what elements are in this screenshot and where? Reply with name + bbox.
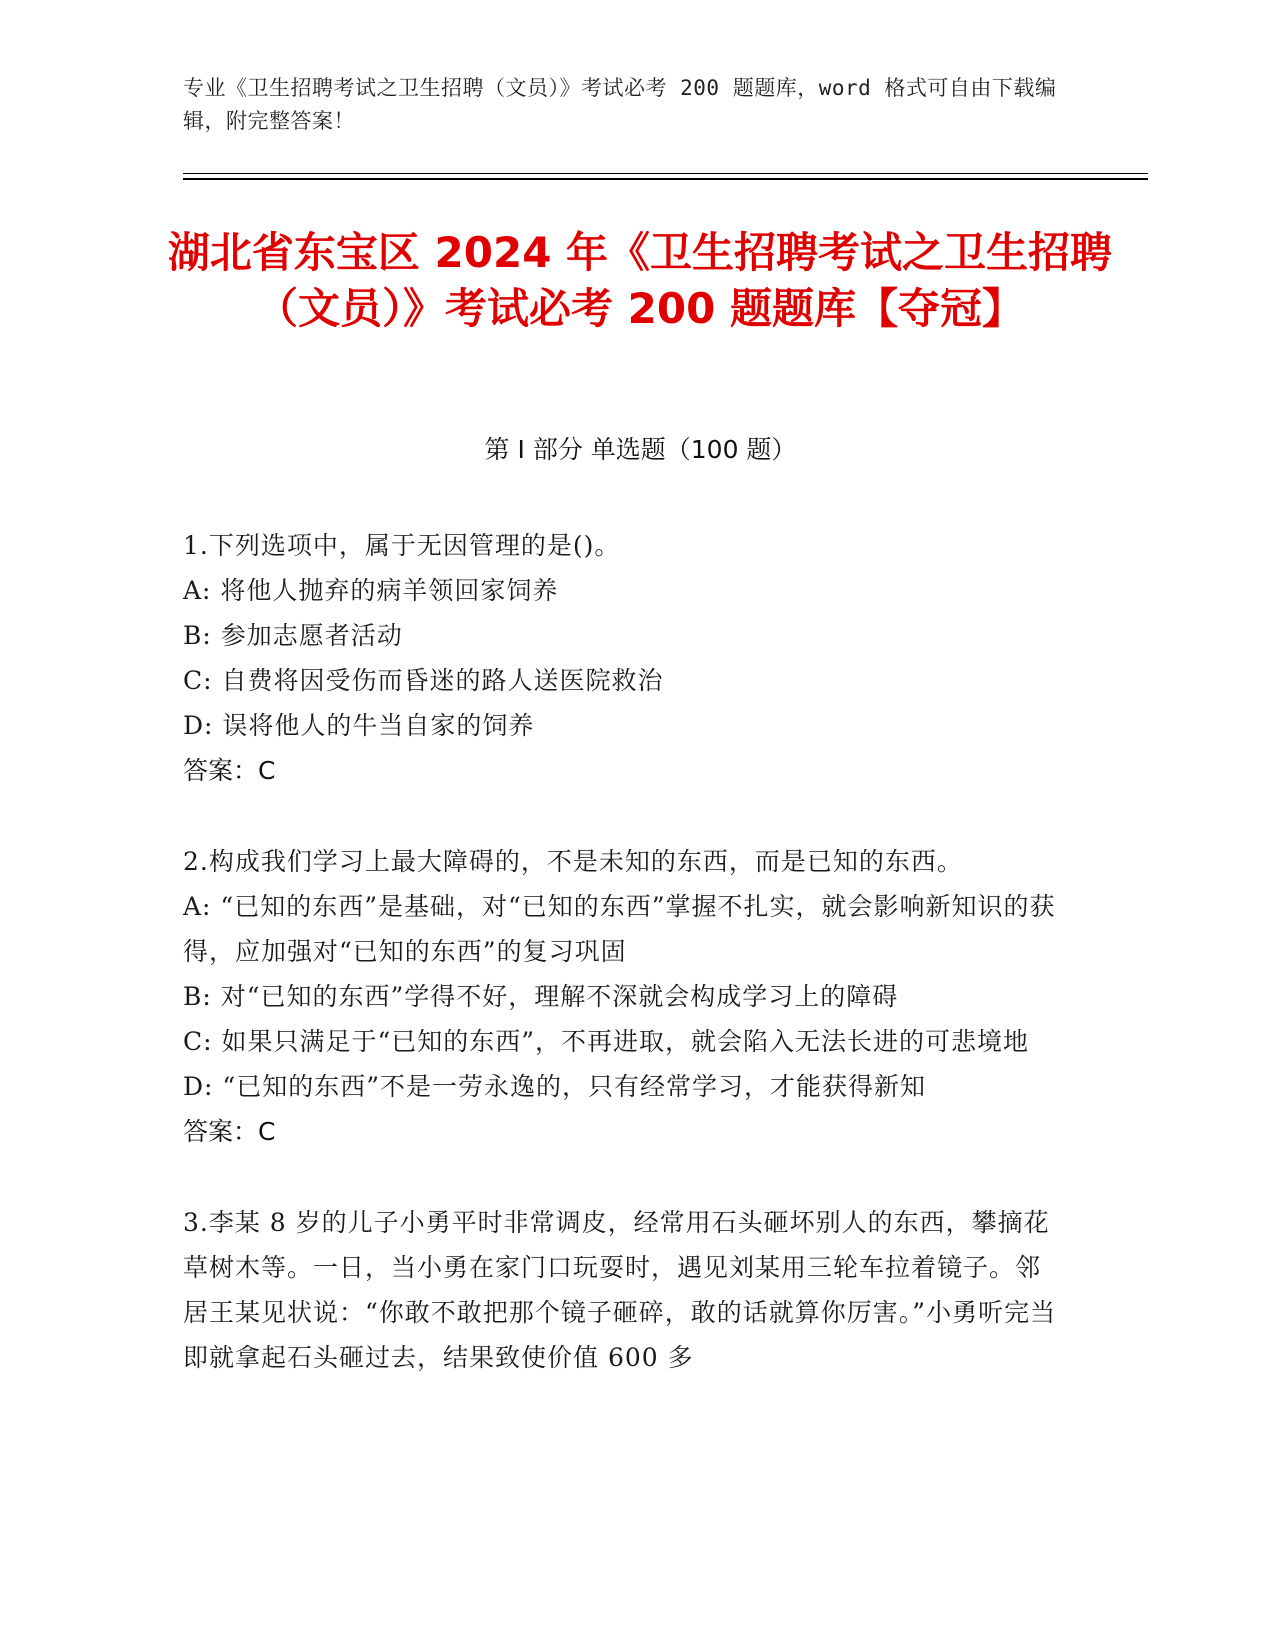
header-note: 专业《卫生招聘考试之卫生招聘（文员）》考试必考 200 题题库，word 格式可自由下载编辑，附完整答案！ bbox=[183, 76, 1057, 133]
document-title: 湖北省东宝区 2024 年《卫生招聘考试之卫生招聘（文员）》考试必考 200 题题库【夺冠】 bbox=[167, 228, 1113, 333]
section-heading: 第 I 部分 单选题（100 题） bbox=[484, 435, 797, 464]
option-a: A: 将他人抛弃的病羊领回家饲养 bbox=[183, 576, 559, 605]
answer: 答案：C bbox=[183, 756, 276, 785]
question-2 bbox=[183, 839, 1063, 1154]
option-d: D: 误将他人的牛当自家的饲养 bbox=[183, 711, 535, 740]
question-3 bbox=[183, 1200, 1063, 1380]
option-c: C: 自费将因受伤而昏迷的路人送医院救治 bbox=[183, 666, 664, 695]
option-c: C: 如果只满足于“已知的东西”，不再进取，就会陷入无法长进的可悲境地 bbox=[183, 1027, 1030, 1056]
option-d: D: “已知的东西”不是一劳永逸的，只有经常学习，才能获得新知 bbox=[183, 1072, 926, 1101]
question-1 bbox=[183, 523, 1063, 793]
option-b: B: 参加志愿者活动 bbox=[183, 621, 403, 650]
question-stem: 3.李某 8 岁的儿子小勇平时非常调皮，经常用石头砸坏别人的东西，攀摘花草树木等。一日，当小勇在家门口玩耍时，遇见刘某用三轮车拉着镜子。邻居王某见状说：“你敢不敢把那个镜子砸碎，敢的话就算你厉害。”小勇听完当即就拿起石头砸过去，结果致使价值 600 多 bbox=[183, 1208, 1057, 1372]
option-a: A: “已知的东西”是基础，对“已知的东西”掌握不扎实，就会影响新知识的获得，应加强对“已知的东西”的复习巩固 bbox=[183, 892, 1056, 966]
answer: 答案：C bbox=[183, 1117, 276, 1146]
option-b: B: 对“已知的东西”学得不好，理解不深就会构成学习上的障碍 bbox=[183, 982, 899, 1011]
header-divider-thick bbox=[183, 178, 1148, 180]
question-stem: 1.下列选项中，属于无因管理的是()。 bbox=[183, 531, 621, 560]
header-divider-thin bbox=[183, 173, 1148, 174]
question-list bbox=[183, 523, 1063, 1426]
question-stem: 2.构成我们学习上最大障碍的，不是未知的东西，而是已知的东西。 bbox=[183, 847, 963, 876]
